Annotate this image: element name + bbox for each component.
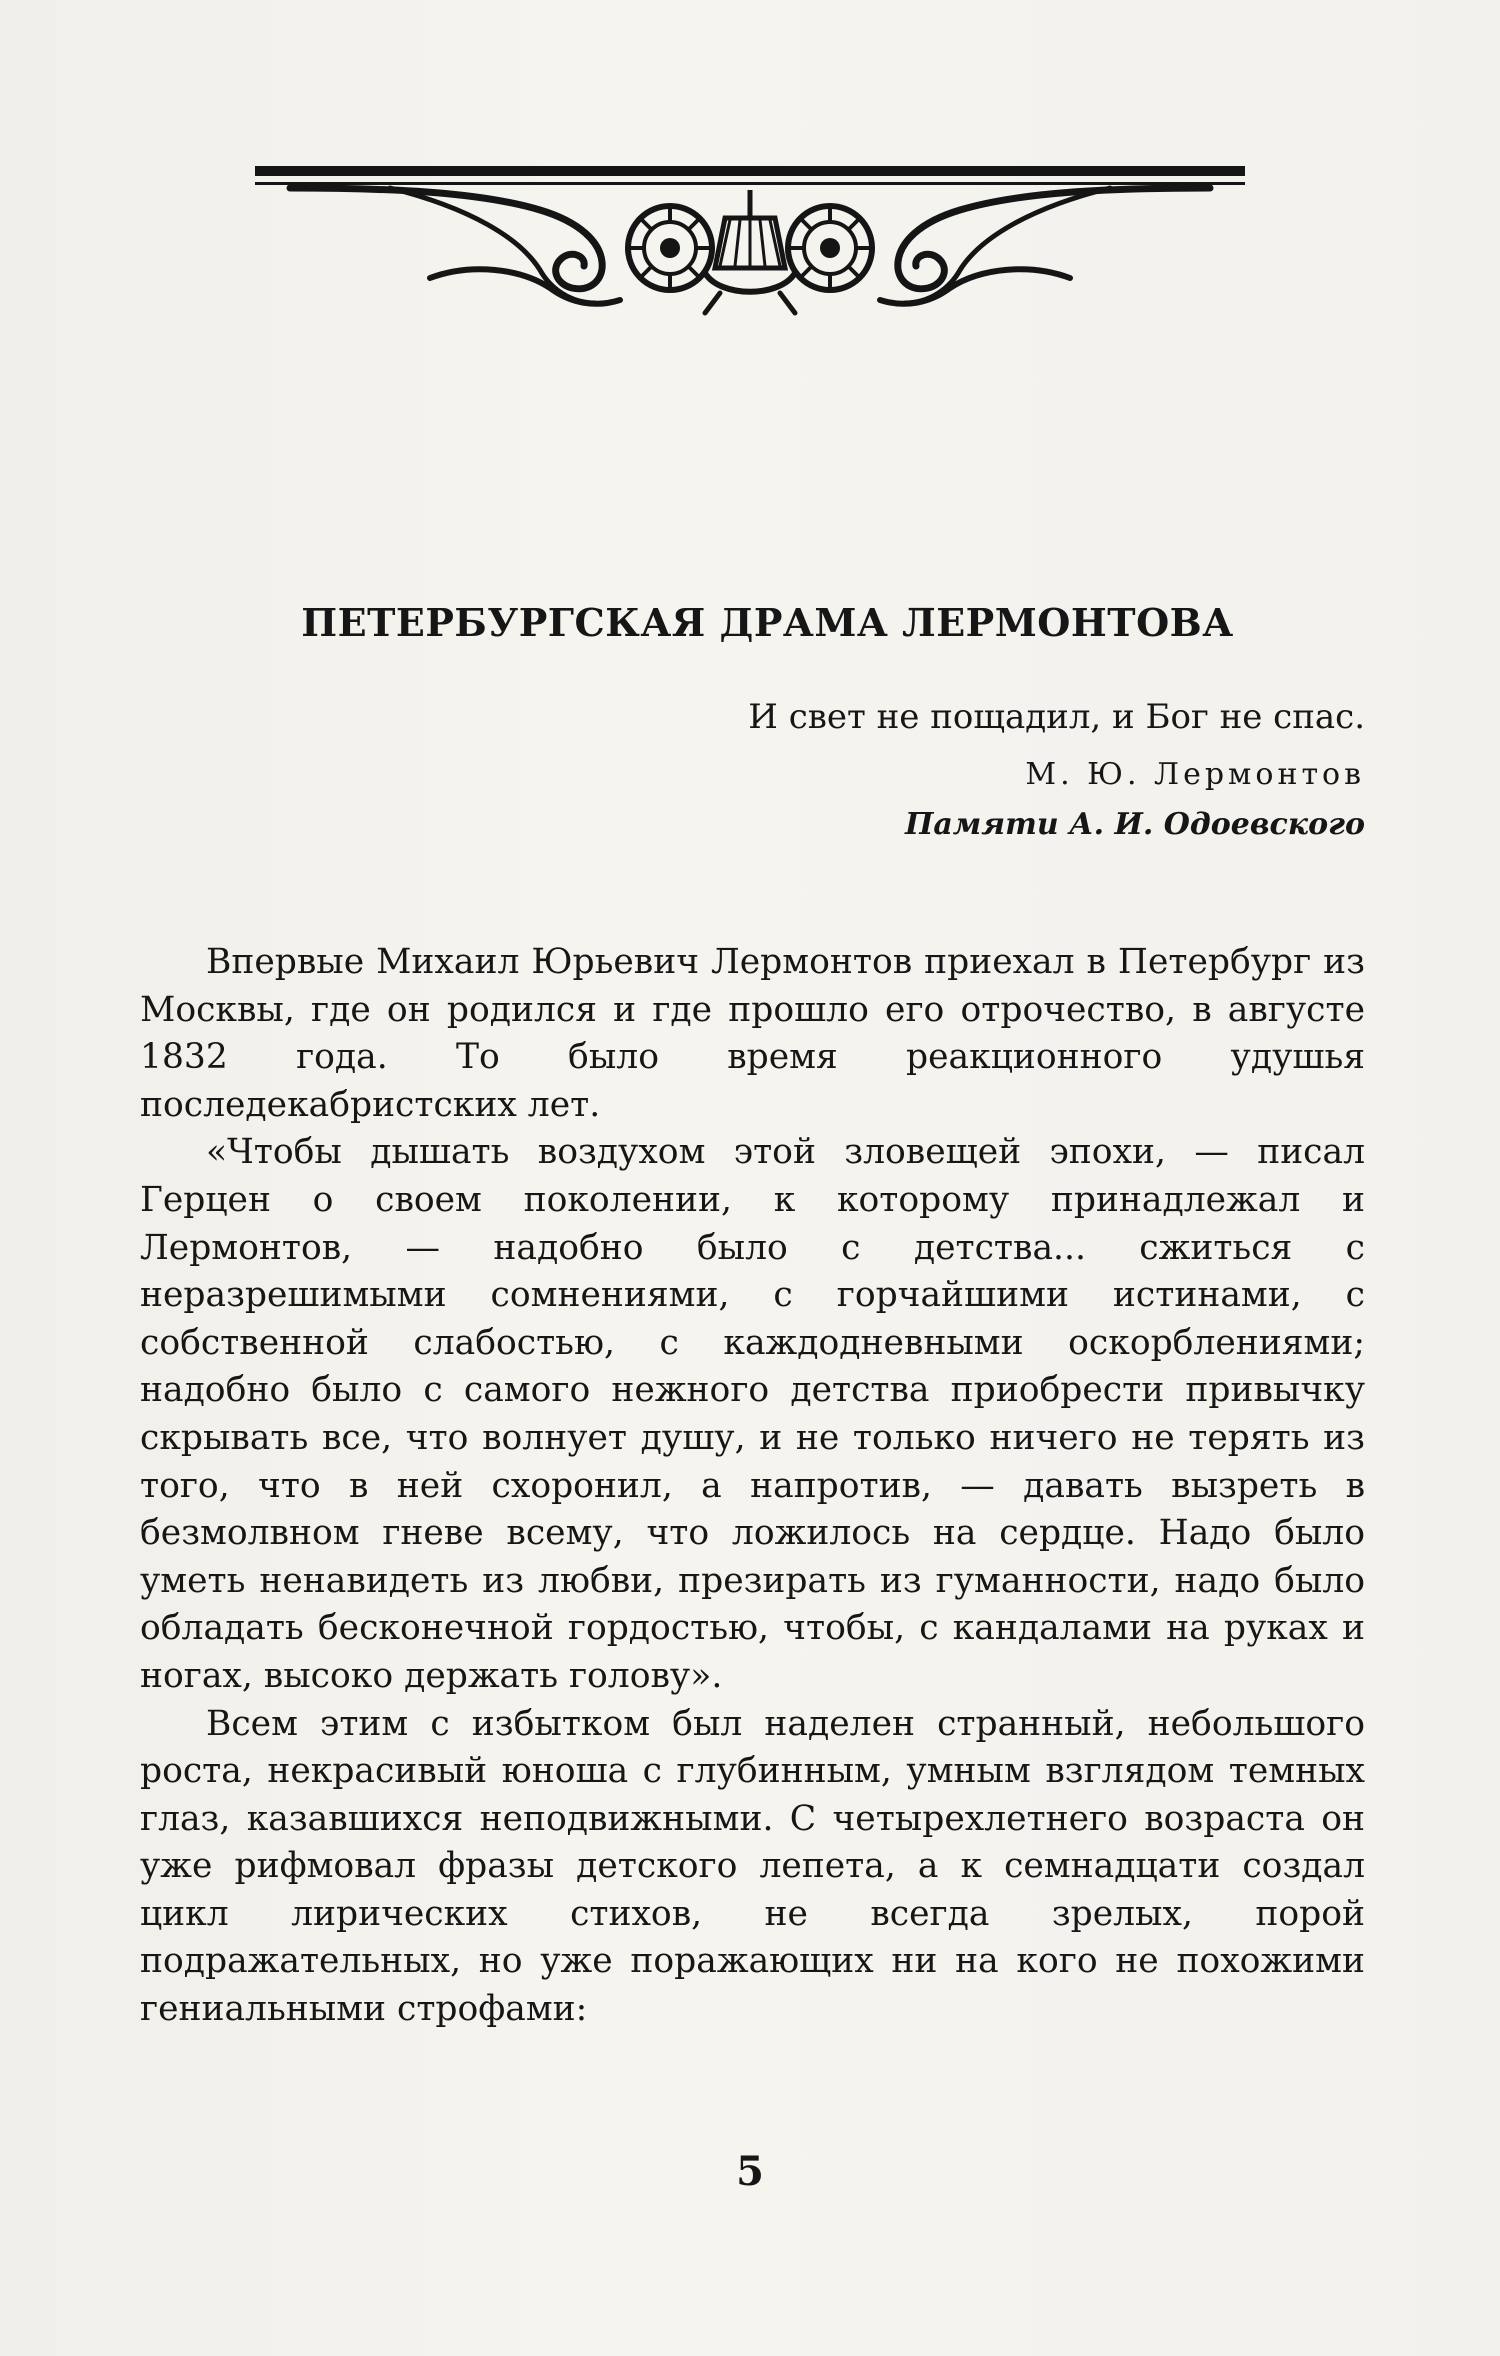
page-number: 5: [736, 2148, 764, 2195]
epigraph-line: И свет не пощадил, и Бог не спас.: [748, 697, 1365, 737]
chapter-title: ПЕТЕРБУРГСКАЯ ДРАМА ЛЕРМОНТОВА: [301, 600, 1234, 645]
epigraph-author: М. Ю. Лермонтов: [1025, 757, 1365, 792]
paragraph: Всем этим с избытком был наделен странный, небольшого роста, некрасивый юноша с глубинным, умным взглядом темных глаз, казавшихся неподвижными. С четырехлетнего возраста он уже рифмовал фразы детского лепета, а к семнадцати создал цикл лирических стихов, не всегда зрелых, порой подражательных, но уже поражающих ни на кого не похожими гениальными строфами:: [140, 1703, 1365, 2030]
paragraph: «Чтобы дышать воздухом этой зловещей эпохи, — писал Герцен о своем поколении, к которому принадлежал и Лермонтов, — надобно было с детства... сжиться с неразрешимыми сомнениями, с горчайшими истинами, с собственной слабостью, с каждодневными оскорблениями; надобно было с самого нежного детства приобрести привычку скрывать все, что волнует душу, и не только ничего не терять из того, что в ней схоронил, а напротив, — давать вызреть в безмолвном гневе всему, что ложилось на сердце. Надо было уметь ненавидеть из любви, презирать из гуманности, надо было обладать бесконечной гордостью, чтобы, с кандалами на руках и ногах, высоко держать голову».: [140, 1132, 1365, 1696]
epigraph: [140, 693, 1365, 849]
paragraph: Впервые Михаил Юрьевич Лермонтов приехал в Петербург из Москвы, где он родился и где прошло его отрочество, в августе 1832 года. То было время реакционного удушья последекабристских лет.: [140, 942, 1365, 1125]
text-body: [140, 600, 1365, 2034]
epigraph-dedication: Памяти А. И. Одоевского: [905, 807, 1365, 842]
decorative-headpiece-ornament: [250, 158, 1250, 318]
